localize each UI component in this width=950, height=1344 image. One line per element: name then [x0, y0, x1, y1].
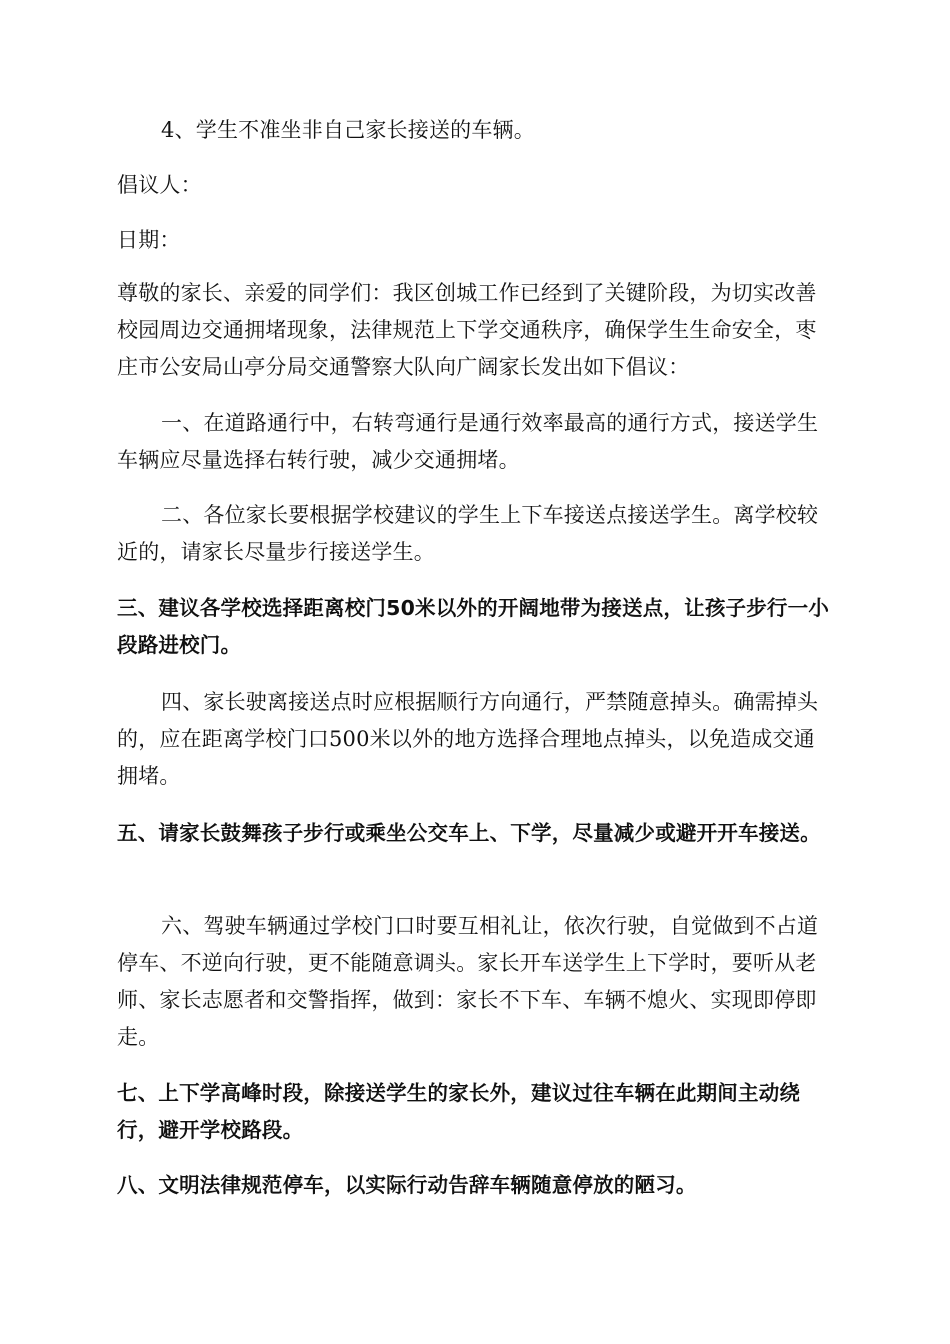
proposal-7: 七、上下学高峰时段，除接送学生的家长外，建议过往车辆在此期间主动绕行，避开学校路段。 [117, 1081, 801, 1142]
date-line: 日期： [117, 228, 181, 252]
proposal-5: 五、请家长鼓舞孩子步行或乘坐公交车上、下学，尽量减少或避开开车接送。 [117, 821, 821, 845]
proposal-3: 三、建议各学校选择距离校门50米以外的开阔地带为接送点，让孩子步行一小段路进校门。 [117, 596, 830, 657]
proposal-1: 一、在道路通行中，右转弯通行是通行效率最高的通行方式，接送学生车辆应尽量选择右转行驶，减少交通拥堵。 [117, 411, 819, 472]
paragraph-item-4: 4、学生不准坐非自己家长接送的车辆。 [161, 118, 535, 142]
proposal-6: 六、驾驶车辆通过学校门口时要互相礼让，依次行驶，自觉做到不占道停车、不逆向行驶，更不能随意调头。家长开车送学生上下学时，要听从老师、家长志愿者和交警指挥，做到：家长不下车、车辆不熄火、实现即停即走。 [117, 914, 819, 1049]
proposal-8: 八、文明法律规范停车，以实际行动告辞车辆随意停放的陋习。 [117, 1173, 697, 1197]
greeting-paragraph: 尊敬的家长、亲爱的同学们：我区创城工作已经到了关键阶段，为切实改善校园周边交通拥堵现象，法律规范上下学交通秩序，确保学生生命安全，枣庄市公安局山亭分局交通警察大队向广阔家长发出如下倡议： [117, 281, 817, 379]
proposal-4: 四、家长驶离接送点时应根据顺行方向通行，严禁随意掉头。确需掉头的，应在距离学校门口500米以外的地方选择合理地点掉头，以免造成交通拥堵。 [117, 690, 819, 788]
proposer-line: 倡议人： [117, 173, 202, 197]
proposal-2: 二、各位家长要根据学校建议的学生上下车接送点接送学生。离学校较近的，请家长尽量步行接送学生。 [117, 503, 819, 564]
